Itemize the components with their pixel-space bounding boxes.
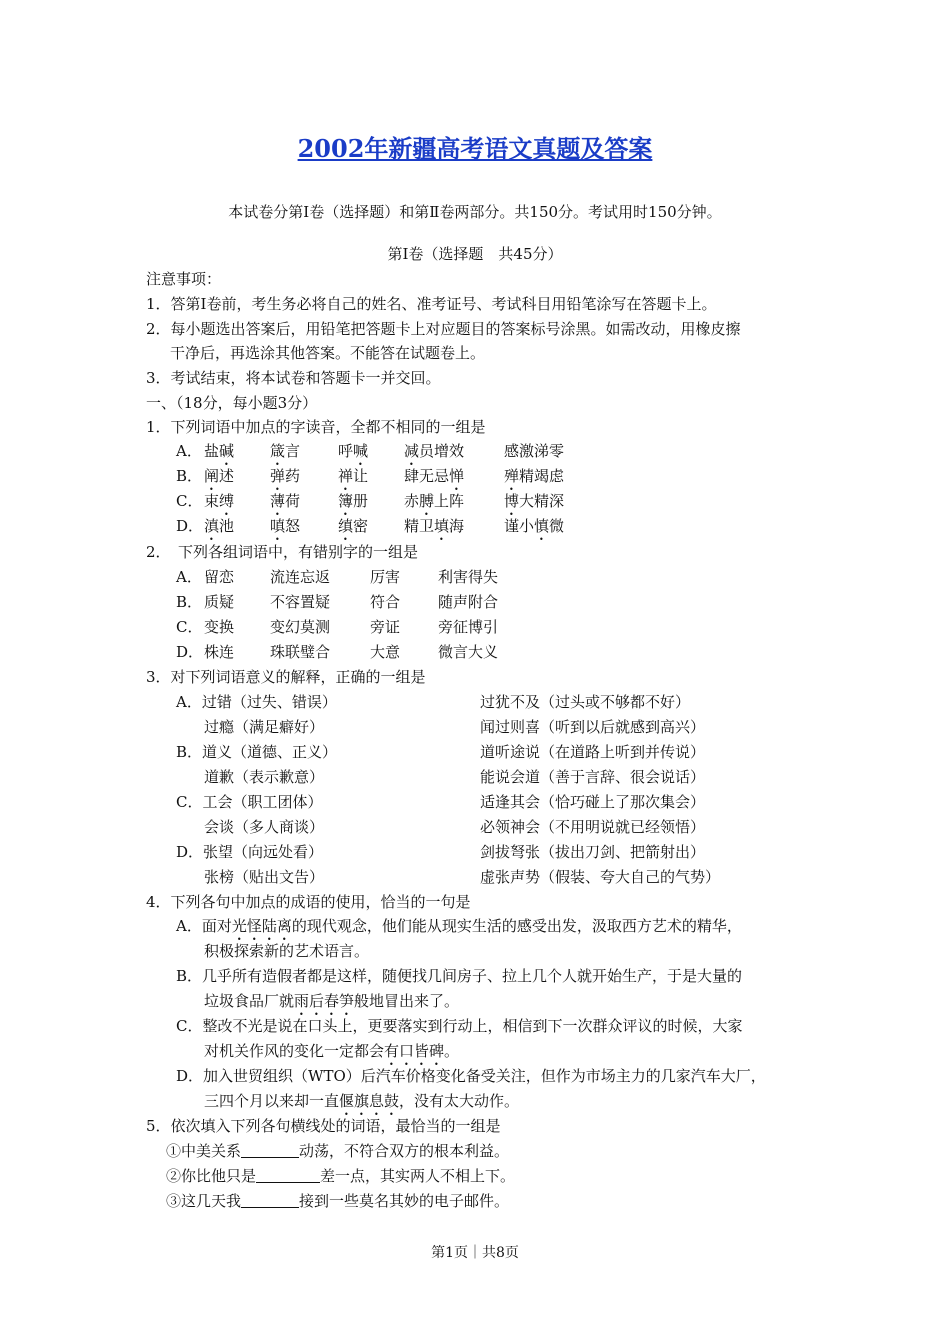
q5-stem: 5．依次填入下列各句横线处的词语，最恰当的一组是 [146,1117,501,1135]
q3-c-1: C．工会（职工团体） [176,793,323,811]
q3-d-3: 张榜（贴出文告） [204,868,325,886]
q4-option-d-cont: 三四个月以来却一直偃旗息鼓，没有太大动作。 [204,1092,520,1110]
q3-a-1: A．过错（过失、错误） [176,693,337,711]
q5-blank-2[interactable] [256,1166,320,1183]
q2-option-b: B． 质疑 不容置疑 符合 随声附合 [176,593,499,611]
q5-sentence-1: ①中美关系 动荡，不符合双方的根本利益。 [166,1142,510,1160]
q4-option-d: D．加入世贸组织（WTO）后汽车价格变化备受关注，但作为市场主力的几家汽车大厂， [176,1067,766,1085]
q4-option-a-cont: 积极探索新的艺术语言。 [204,942,370,960]
q1-option-a: A． 盐碱 箴言 呼喊 减员增效 感激涕零 [176,442,565,460]
section-heading: 第Ⅰ卷（选择题 共45分） [387,245,563,263]
q3-a-3: 过瘾（满足癖好） [204,718,325,736]
q3-b-2: 道听途说（在道路上听到并传说） [480,743,706,761]
q4-option-c: C．整改不光是说在口头上，更要落实到行动上，相信到下一次群众评议的时候，大家 [176,1017,743,1035]
q1-option-b: B． 阐述 弹药 禅让 肆无忌惮 殚精竭虑 [176,467,565,485]
note-1: 1．答第Ⅰ卷前，考生务必将自己的姓名、准考证号、考试科目用铅笔涂写在答题卡上。 [146,295,717,313]
q4-option-c-cont: 对机关作风的变化一定都会有口皆碑。 [204,1042,460,1060]
q3-b-4: 能说会道（善于言辞、很会说话） [480,768,706,786]
q3-stem: 3．对下列词语意义的解释，正确的一组是 [146,668,426,686]
q5-sentence-2: ②你比他只是 差一点，其实两人不相上下。 [166,1167,516,1185]
note-2-cont: 干净后，再选涂其他答案。不能答在试题卷上。 [170,344,486,362]
q2-stem: 2． 下列各组词语中，有错别字的一组是 [146,543,419,561]
q3-d-1: D．张望（向远处看） [176,843,324,861]
q3-c-4: 必领神会（不用明说就已经领悟） [480,818,706,836]
q4-option-b: B．几乎所有造假者都是这样，随便找几间房子、拉上几个人就开始生产，于是大量的 [176,967,743,985]
q1-option-c: C． 束缚 薄荷 簿册 赤膊上阵 博大精深 [176,492,565,510]
intro-text: 本试卷分第Ⅰ卷（选择题）和第Ⅱ卷两部分。共150分。考试用时150分钟。 [228,203,722,221]
q3-a-4: 闻过则喜（听到以后就感到高兴） [480,718,706,736]
q4-stem: 4．下列各句中加点的成语的使用，恰当的一句是 [146,893,471,911]
q5-blank-1[interactable] [241,1141,299,1158]
document-title[interactable]: 2002年新疆高考语文真题及答案 [297,134,653,163]
q4-option-b-cont: 垃圾食品厂就雨后春笋般地冒出来了。 [204,992,460,1010]
notes-heading: 注意事项： [146,270,222,288]
q3-a-2: 过犹不及（过头或不够都不好） [480,693,691,711]
note-2: 2．每小题选出答案后，用铅笔把答题卡上对应题目的答案标号涂黑。如需改动，用橡皮擦 [146,320,741,338]
q2-option-d: D． 株连 珠联璧合 大意 微言大义 [176,643,499,661]
q3-c-2: 适逢其会（恰巧碰上了那次集会） [480,793,706,811]
q1-stem: 1．下列词语中加点的字读音，全都不相同的一组是 [146,418,486,436]
page-footer: 第1页｜共8页 [431,1245,519,1261]
q2-option-c: C． 变换 变幻莫测 旁证 旁征博引 [176,618,499,636]
part-heading: 一、（18分，每小题3分） [146,394,318,412]
q4-option-a: A．面对光怪陆离的现代观念，他们能从现实生活的感受出发，汲取西方艺术的精华， [176,917,742,935]
q5-blank-3[interactable] [241,1191,299,1208]
q2-option-a: A． 留恋 流连忘返 厉害 利害得失 [176,568,499,586]
q3-b-1: B．道义（道德、正义） [176,743,338,761]
q5-sentence-3: ③这几天我 接到一些莫名其妙的电子邮件。 [166,1192,510,1210]
q3-d-4: 虚张声势（假装、夸大自己的气势） [480,868,721,886]
q1-option-d: D． 滇池 嗔怒 缜密 精卫填海 谨小慎微 [176,517,565,535]
q3-d-2: 剑拔弩张（拔出刀剑、把箭射出） [480,843,706,861]
q3-c-3: 会谈（多人商谈） [204,818,325,836]
note-3: 3．考试结束，将本试卷和答题卡一并交回。 [146,369,441,387]
q3-b-3: 道歉（表示歉意） [204,768,325,786]
